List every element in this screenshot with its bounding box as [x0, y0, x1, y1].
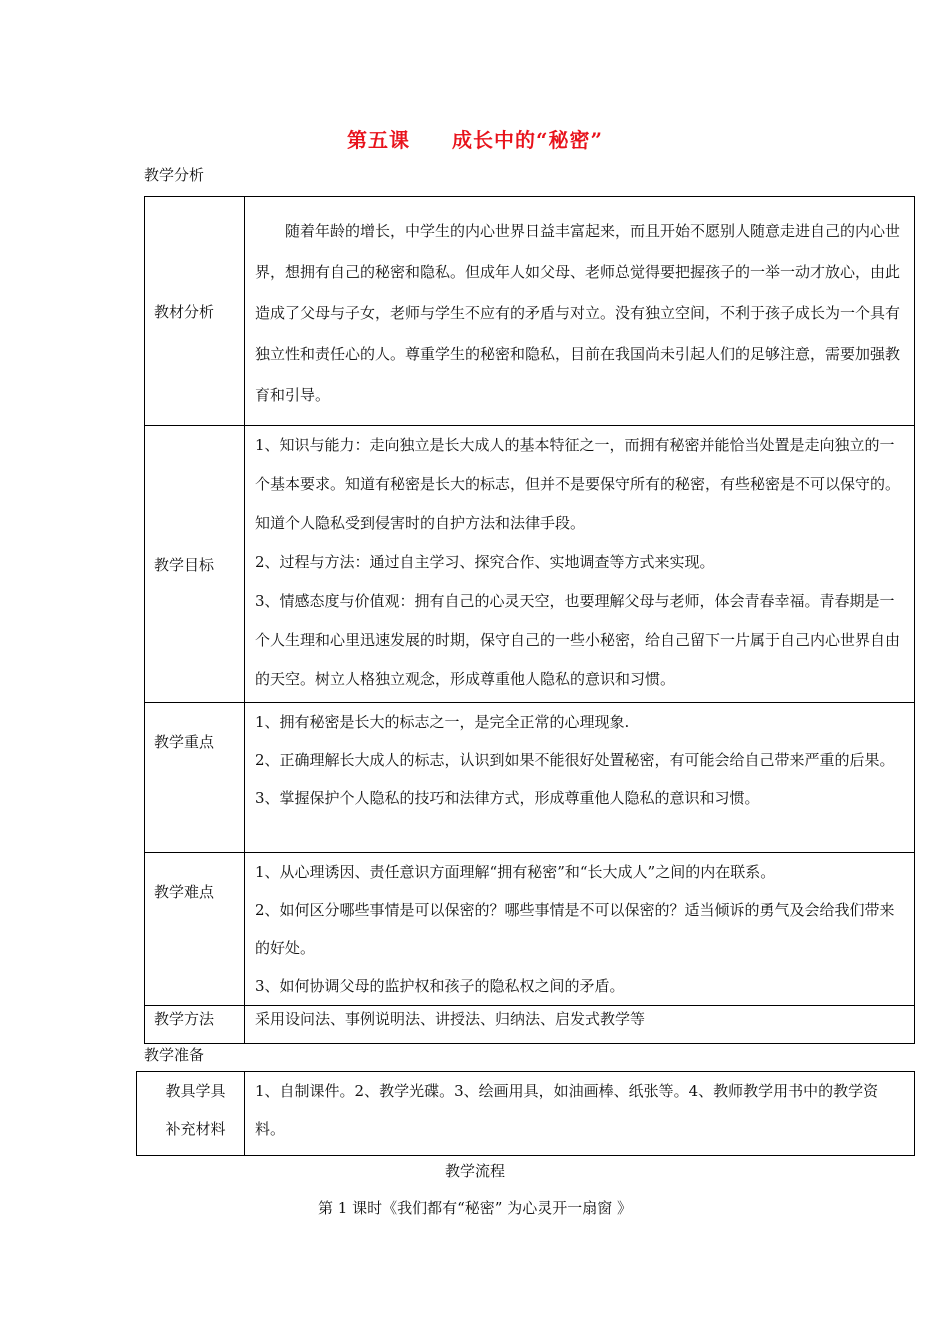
- prep-table: [136, 1071, 915, 1156]
- table-row-difficulties: [145, 853, 915, 1006]
- analysis-table: [144, 196, 915, 1044]
- row-content-cell: [245, 853, 915, 1006]
- prep-label-line1: 教具学具: [165, 1082, 226, 1100]
- row-paragraph: 采用设问法、事例说明法、讲授法、归纳法、启发式教学等: [255, 1010, 646, 1028]
- row-label-cell: [137, 1072, 245, 1156]
- row-content-cell: [245, 1006, 915, 1044]
- prep-label-line2: 补充材料: [165, 1120, 226, 1138]
- prep-content: 1、自制课件。2、教学光碟。3、绘画用具，如油画棒、纸张等。4、教师教学用书中的教学资料。: [255, 1082, 879, 1138]
- row-label-cell: [145, 197, 245, 426]
- row-label-cell: [145, 703, 245, 853]
- table-row-prep: [137, 1072, 915, 1156]
- row-label-cell: [145, 1006, 245, 1044]
- row-label: 教学难点: [154, 883, 215, 901]
- prep-heading: 教学准备: [144, 1046, 205, 1064]
- analysis-heading: 教学分析: [144, 166, 205, 184]
- table-row-material: [145, 197, 915, 426]
- row-paragraph: 随着年龄的增长，中学生的内心世界日益丰富起来，而且开始不愿别人随意走进自己的内心世界，想拥有自己的秘密和隐私。但成年人如父母、老师总觉得要把握孩子的一举一动才放心，由此造成了父母与子女，老师与学生不应有的矛盾与对立。没有独立空间，不利于孩子成长为一个具有独立性和责任心的人。尊重学生的秘密和隐私，目前在我国尚未引起人们的足够注意，需要加强教育和引导。: [255, 222, 901, 404]
- row-paragraph: 3、如何协调父母的监护权和孩子的隐私权之间的矛盾。: [255, 977, 625, 995]
- row-content-cell: [245, 703, 915, 853]
- row-paragraph: 3、情感态度与价值观：拥有自己的心灵天空，也要理解父母与老师，体会青春幸福。青春期是一个人生理和心里迅速发展的时期，保守自己的一些小秘密，给自己留下一片属于自己内心世界自由的天空。树立人格独立观念，形成尊重他人隐私的意识和习惯。: [255, 592, 901, 688]
- row-paragraph: 3、掌握保护个人隐私的技巧和法律方式，形成尊重他人隐私的意识和习惯。: [255, 789, 760, 807]
- row-paragraph: 1、知识与能力：走向独立是长大成人的基本特征之一，而拥有秘密并能恰当处置是走向独立的一个基本要求。知道有秘密是长大的标志，但并不是要保守所有的秘密，有些秘密是不可以保守的。知道个人隐私受到侵害时的自护方法和法律手段。: [255, 436, 901, 532]
- row-content-cell: [245, 1072, 915, 1156]
- table-row-methods: [145, 1006, 915, 1044]
- row-content-cell: [245, 197, 915, 426]
- flow-heading: 教学流程: [444, 1162, 505, 1180]
- row-label-cell: [145, 426, 245, 703]
- table-row-goals: [145, 426, 915, 703]
- row-label: 教学目标: [154, 555, 215, 574]
- row-paragraph: 2、过程与方法：通过自主学习、探究合作、实地调查等方式来实现。: [255, 553, 715, 571]
- table-row-key-points: [145, 703, 915, 853]
- row-label: 教学重点: [154, 733, 215, 751]
- row-paragraph: 1、拥有秘密是长大的标志之一，是完全正常的心理现象.: [255, 713, 630, 731]
- page-title: 第五课 成长中的“秘密”: [346, 128, 603, 152]
- lesson-line: 第 1 课时《我们都有“秘密” 为心灵开一扇窗 》: [318, 1199, 632, 1217]
- row-content-cell: [245, 426, 915, 703]
- row-paragraph: 2、正确理解长大成人的标志，认识到如果不能很好处置秘密，有可能会给自己带来严重的后果。: [255, 751, 895, 769]
- row-label-cell: [145, 853, 245, 1006]
- row-paragraph: 1、从心理诱因、责任意识方面理解“拥有秘密”和“长大成人”之间的内在联系。: [255, 863, 776, 881]
- row-label: 教材分析: [154, 302, 215, 321]
- row-label: 教学方法: [154, 1010, 215, 1028]
- row-paragraph: 2、如何区分哪些事情是可以保密的？哪些事情是不可以保密的？适当倾诉的勇气及会给我们带来的好处。: [255, 901, 895, 957]
